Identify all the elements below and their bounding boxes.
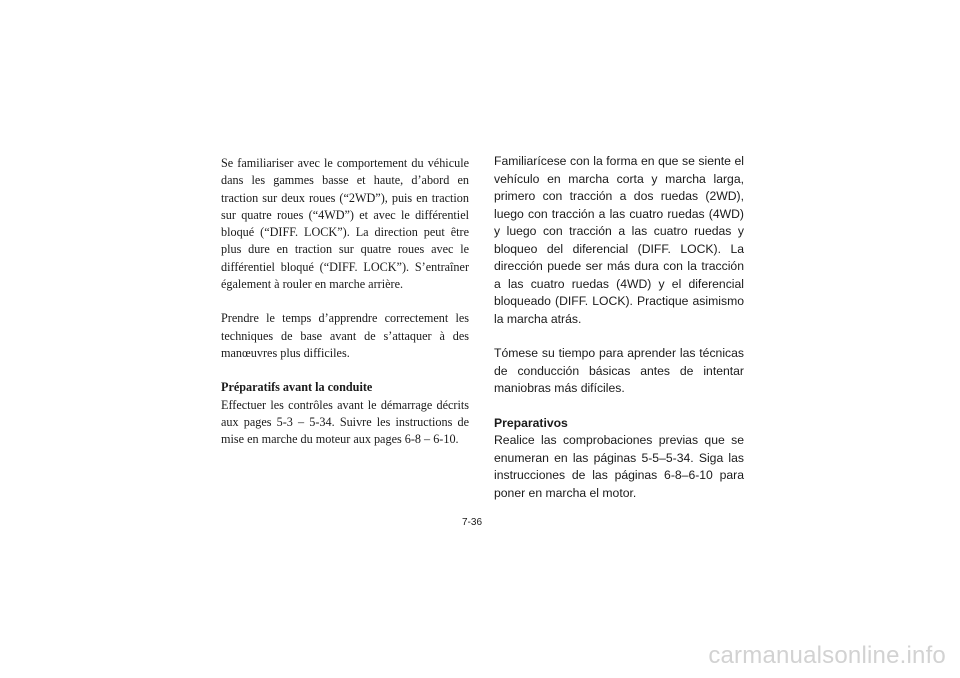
spanish-paragraph-preparation: Realice las comprobaciones previas que se enumeran en las páginas 5-5–5-34. Siga las instrucciones de las páginas 6-8–6-10 para poner en marcha el motor. bbox=[494, 433, 744, 500]
spanish-paragraph-techniques: Tómese su tiempo para aprender las técnicas de conducción básicas antes de intentar maniobras más difíciles. bbox=[494, 346, 744, 395]
french-section-heading: Préparatifs avant la conduite bbox=[221, 380, 373, 395]
watermark: carmanualsonline.info bbox=[708, 642, 946, 669]
page-number: 7-36 bbox=[462, 517, 483, 528]
french-paragraph-preparation: Effectuer les contrôles avant le démarrage décrits aux pages 5-3 – 5-34. Suivre les instructions de mise en marche du moteur aux pages 6-8 – 6-10. bbox=[221, 397, 469, 447]
spanish-column bbox=[494, 153, 744, 502]
french-paragraph-techniques: Prendre le temps d’apprendre correctement les techniques de base avant de s’attaquer à des manœuvres plus difficiles. bbox=[221, 311, 469, 360]
spanish-paragraph-familiarisation: Familiarícese con la forma en que se siente el vehículo en marcha corta y marcha larga, primero con tracción a dos ruedas (2WD), luego con tracción a las cuatro ruedas (4WD) y luego con tracción a las cuatro ruedas y bloqueo del diferencial (DIFF. LOCK). La dirección puede ser más dura con la tracción a las cuatro ruedas (4WD) y el diferencial bloqueado (DIFF. LOCK). Practique asimismo la marcha atrás. bbox=[494, 154, 744, 326]
french-paragraph-familiarisation: Se familiariser avec le comportement du véhicule dans les gammes basse et haute, d’abord en traction sur deux roues (“2WD”), puis en traction sur quatre roues (“4WD”) et avec le différentiel bloqué (“DIFF. LOCK”). La direction peut être plus dure en traction sur quatre roues avec le différentiel bloqué (“DIFF. LOCK”). S’entraîner également à rouler en marche arrière. bbox=[221, 156, 469, 292]
french-column bbox=[221, 155, 469, 448]
spanish-section-heading: Preparativos bbox=[494, 415, 568, 430]
